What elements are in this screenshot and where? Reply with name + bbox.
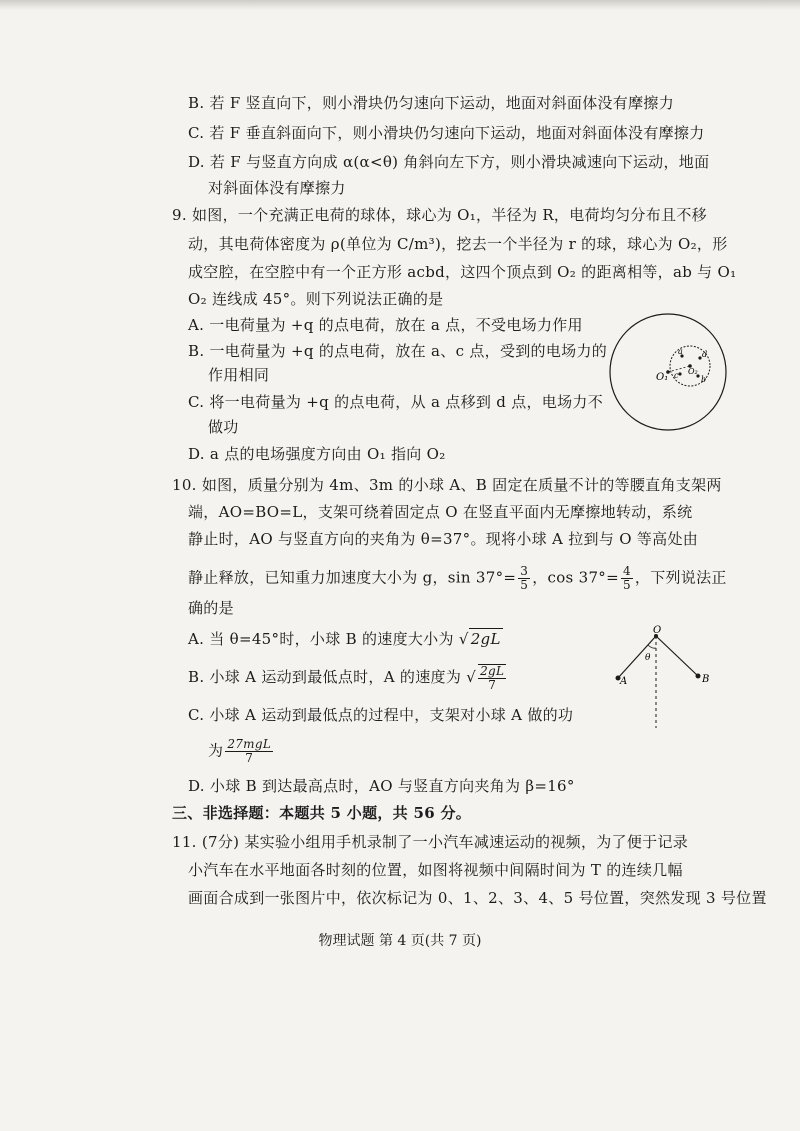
q10-bracket-figure: [608, 622, 718, 732]
q10-option-c-fraction: [225, 738, 273, 765]
point-c: [678, 372, 681, 375]
q10-line4-part2: ，cos 37°=: [532, 568, 619, 587]
q9-stem-line4: O₂ 连线成 45°。则下列说法正确的是: [188, 290, 444, 308]
q10-option-c-line2: [208, 738, 275, 765]
q10-option-c-prefix: 为: [208, 741, 224, 760]
q10-option-d: D. 小球 B 到达最高点时，AO 与竖直方向夹角为 β=16°: [188, 777, 575, 795]
label-a: A: [620, 676, 628, 687]
q9-option-d: D. a 点的电场强度方向由 O₁ 指向 O₂: [188, 445, 446, 463]
q10-option-a: [188, 628, 503, 649]
label-o2: O₂: [688, 367, 698, 376]
label-a: a: [678, 347, 683, 356]
q10-option-b: [188, 664, 508, 692]
sin37-denominator: 5: [520, 578, 529, 592]
q10-stem-line1: 10. 如图，质量分别为 4m、3m 的小球 A、B 固定在质量不计的等腰直角支架两: [172, 476, 722, 494]
q10-option-b-denominator: 7: [488, 678, 497, 692]
section-three-heading: 三、非选择题：本题共 5 小题，共 56 分。: [172, 804, 472, 822]
q10-stem-line3: 静止时，AO 与竖直方向的夹角为 θ=37°。现将小球 A 拉到与 O 等高处由: [188, 530, 699, 548]
q9-option-b-line2: 作用相同: [208, 366, 270, 384]
angle-arc: [648, 645, 656, 648]
o1-o2-line: [668, 366, 690, 372]
option-d-prev-line2: 对斜面体没有摩擦力: [208, 179, 346, 197]
q10-line4-part3: ，下列说法正: [634, 568, 727, 587]
q9-option-c-line1: C. 将一电荷量为 +q 的点电荷，从 a 点移到 d 点，电场力不: [188, 393, 604, 411]
q9-option-c-line2: 做功: [208, 418, 239, 436]
q10-option-b-numerator: 2gL: [480, 664, 505, 678]
q10-option-c-numerator: 27mgL: [227, 737, 272, 751]
q10-stem-line2: 端，AO=BO=L，支架可绕着固定点 O 在竖直平面内无摩擦地转动，系统: [188, 503, 693, 521]
q10-stem-line4: [188, 565, 727, 592]
cos37-fraction: [621, 565, 633, 592]
sin37-numerator: 3: [520, 564, 529, 578]
label-theta: θ: [645, 653, 651, 663]
option-b-prev: B. 若 F 竖直向下，则小滑块仍匀速向下运动，地面对斜面体没有摩擦力: [188, 94, 675, 112]
q9-stem-line3: 成空腔，在空腔中有一个正方形 acbd，这四个顶点到 O₂ 的距离相等，ab 与 O₁: [188, 263, 737, 281]
page-footer: 物理试题 第 4 页(共 7 页): [318, 933, 482, 949]
label-o1: O₁: [656, 372, 669, 383]
q10-option-b-text: B. 小球 A 运动到最低点时，A 的速度为 √: [188, 668, 477, 686]
label-b: b: [701, 375, 707, 384]
ball-b: [696, 674, 701, 679]
q9-option-a: A. 一电荷量为 +q 的点电荷，放在 a 点，不受电场力作用: [188, 316, 583, 334]
cos37-denominator: 5: [622, 578, 631, 592]
option-c-prev: C. 若 F 垂直斜面向下，则小滑块仍匀速向下运动，地面对斜面体没有摩擦力: [188, 124, 705, 142]
label-c: c: [674, 371, 679, 380]
q9-stem-line1: 9. 如图，一个充满正电荷的球体，球心为 O₁，半径为 R，电荷均匀分布且不移: [172, 206, 707, 224]
q11-stem-line3: 画面合成到一张图片中，依次标记为 0、1、2、3、4、5 号位置，突然发现 3 号位置: [188, 889, 767, 907]
option-d-prev-line1: D. 若 F 与竖直方向成 α(α<θ) 角斜向左下方，则小滑块减速向下运动，地面: [188, 153, 710, 171]
rod-bo: [656, 636, 698, 676]
sin37-fraction: [518, 565, 530, 592]
q9-stem-line2: 动，其电荷体密度为 ρ(单位为 C/m³)，挖去一个半径为 r 的球，球心为 O₂，形: [188, 235, 728, 253]
q10-line4-part1: 静止释放，已知重力加速度大小为 g，sin 37°=: [188, 568, 517, 587]
q10-option-c-denominator: 7: [245, 751, 254, 765]
q11-stem-line2: 小汽车在水平地面各时刻的位置，如图将视频中间隔时间为 T 的连续几幅: [188, 861, 683, 879]
q10-option-a-radicand: 2gL: [470, 630, 501, 648]
q9-option-b-line1: B. 一电荷量为 +q 的点电荷，放在 a、c 点，受到的电场力的: [188, 342, 608, 360]
label-o: O: [653, 625, 662, 636]
q11-stem-line1: 11. (7分) 某实验小组用手机录制了一小汽车减速运动的视频，为了便于记录: [172, 833, 689, 851]
cos37-numerator: 4: [622, 564, 631, 578]
q10-option-b-fraction: [478, 664, 506, 692]
q10-option-c-line1: C. 小球 A 运动到最低点的过程中，支架对小球 A 做的功: [188, 706, 574, 724]
label-d: d: [702, 350, 708, 359]
q10-stem-line5: 确的是: [188, 599, 234, 617]
q10-option-a-text: A. 当 θ=45°时，小球 B 的速度大小为 √: [188, 630, 469, 648]
label-b: B: [702, 674, 710, 685]
scan-top-edge: [0, 0, 800, 10]
q9-sphere-figure: [608, 310, 732, 434]
